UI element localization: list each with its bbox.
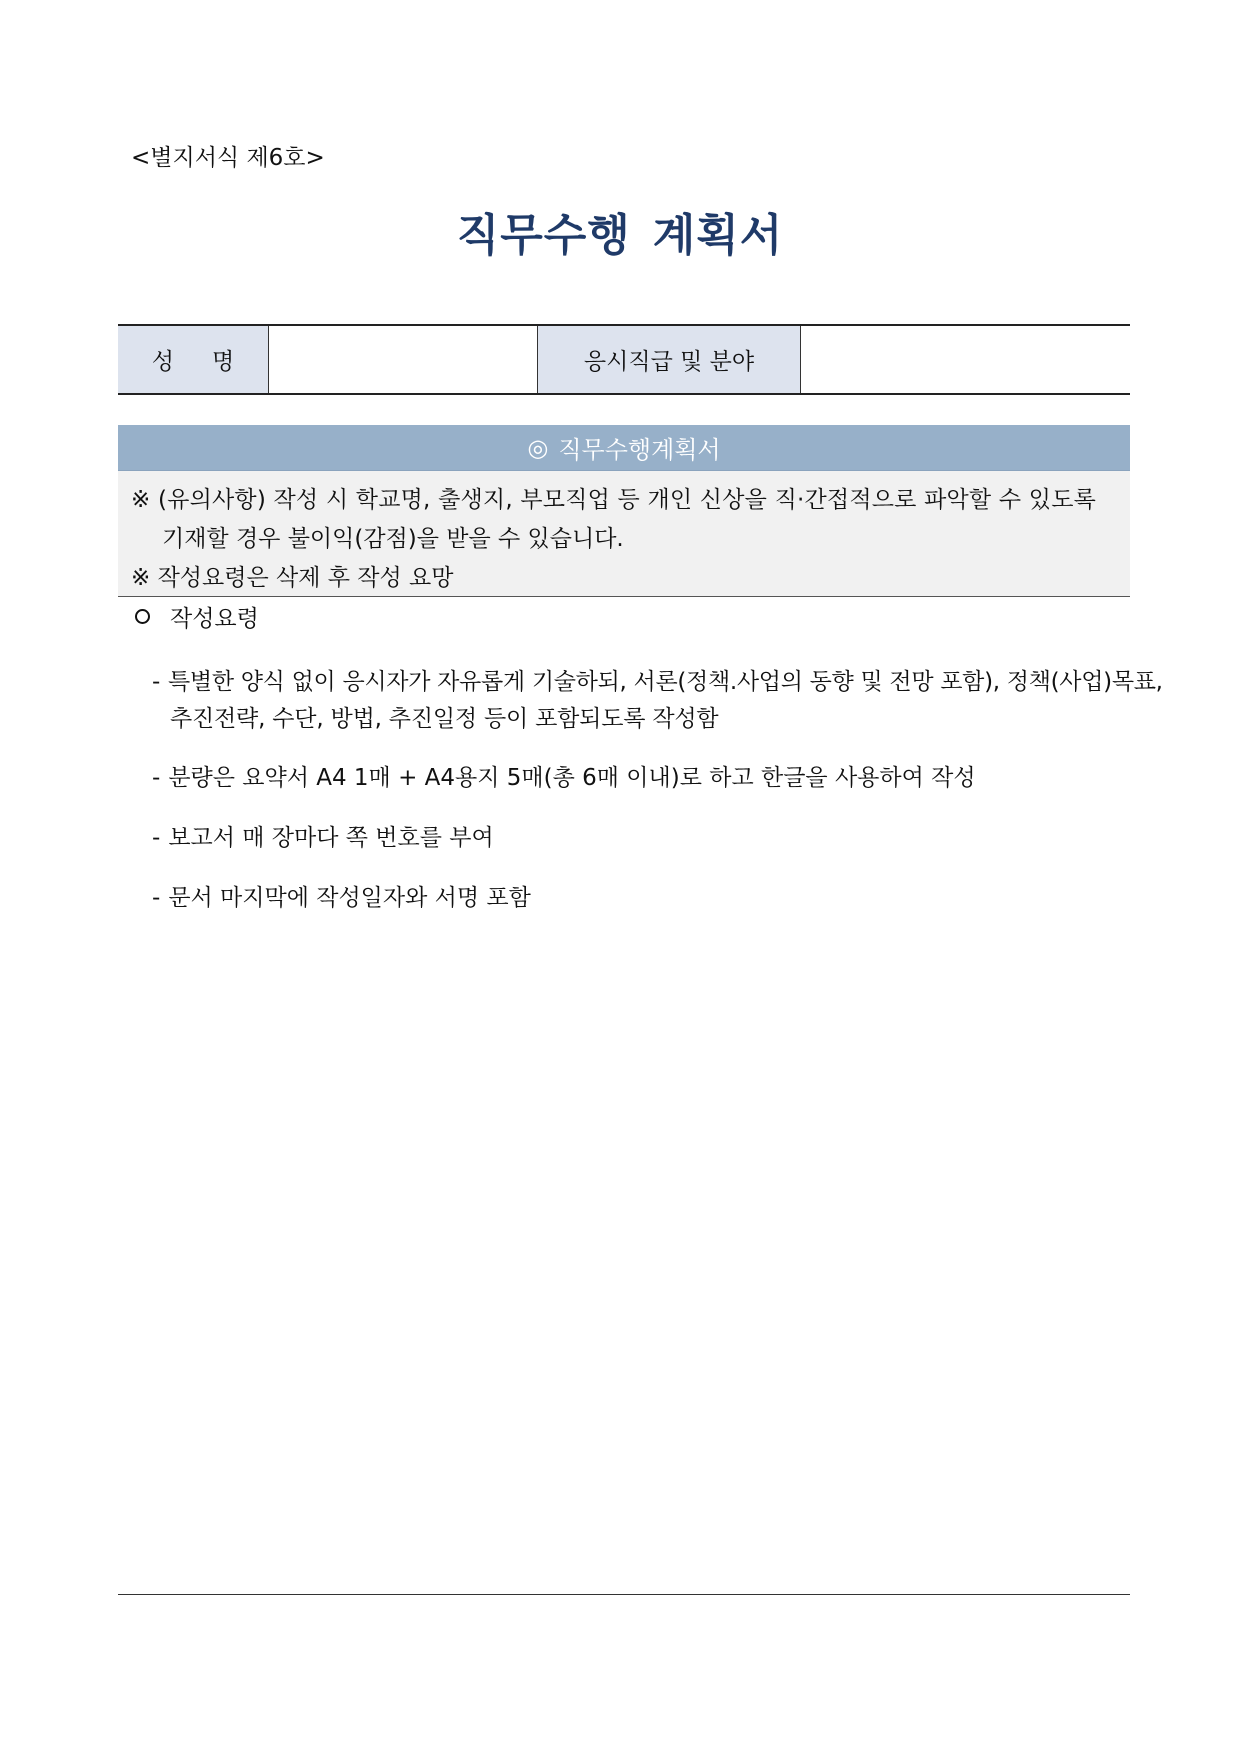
position-label-cell — [537, 326, 800, 393]
guide-item-3 — [152, 823, 494, 853]
guide-item-2 — [152, 763, 976, 793]
name-label-cell — [118, 326, 273, 393]
notice-line-2: 기재할 경우 불이익(감점)을 받을 수 있습니다. — [162, 526, 624, 552]
guide-item-3-text: 보고서 매 장마다 쪽 번호를 부여 — [168, 825, 494, 851]
notice-box — [118, 471, 1130, 597]
dash-bullet: - — [152, 825, 161, 851]
notice-line-3: ※ 작성요령은 삭제 후 작성 요망 — [131, 565, 454, 591]
double-circle-icon: ◎ — [527, 433, 549, 462]
document-title-word-2: 계획서 — [652, 210, 784, 261]
name-label: 성명 — [151, 349, 273, 375]
position-label: 응시직급 및 분야 — [583, 349, 755, 375]
section-header — [118, 425, 1130, 471]
applicant-info-table — [118, 324, 1130, 395]
bullet-circle-icon — [135, 609, 150, 624]
guide-item-1-continuation: 추진전략, 수단, 방법, 추진일정 등이 포함되도록 작성함 — [170, 706, 719, 732]
guide-item-4-text: 문서 마지막에 작성일자와 서명 포함 — [168, 885, 531, 911]
section-title: 직무수행계획서 — [558, 436, 721, 464]
form-number: <별지서식 제6호> — [131, 145, 325, 171]
dash-bullet: - — [152, 669, 160, 695]
position-value-cell[interactable] — [800, 326, 1130, 393]
guide-item-1 — [152, 667, 1163, 697]
footer-divider — [118, 1594, 1130, 1595]
guide-item-1-text: 특별한 양식 없이 응시자가 자유롭게 기술하되, 서론(정책.사업의 동향 및 전망 포함), 정책(사업)목표, — [168, 669, 1163, 695]
name-value-cell[interactable] — [268, 326, 537, 393]
dash-bullet: - — [152, 885, 161, 911]
guide-item-4 — [152, 883, 531, 913]
notice-line-1: ※ (유의사항) 작성 시 학교명, 출생지, 부모직업 등 개인 신상을 직·간접적으로 파악할 수 있도록 — [131, 487, 1097, 513]
guide-heading — [135, 604, 259, 634]
document-title-word-1: 직무수행 — [456, 210, 631, 261]
document-title — [0, 206, 1240, 266]
guide-heading-text: 작성요령 — [170, 606, 259, 632]
dash-bullet: - — [152, 765, 161, 791]
guide-item-2-text: 분량은 요약서 A4 1매 + A4용지 5매(총 6매 이내)로 하고 한글을 사용하여 작성 — [168, 765, 976, 791]
